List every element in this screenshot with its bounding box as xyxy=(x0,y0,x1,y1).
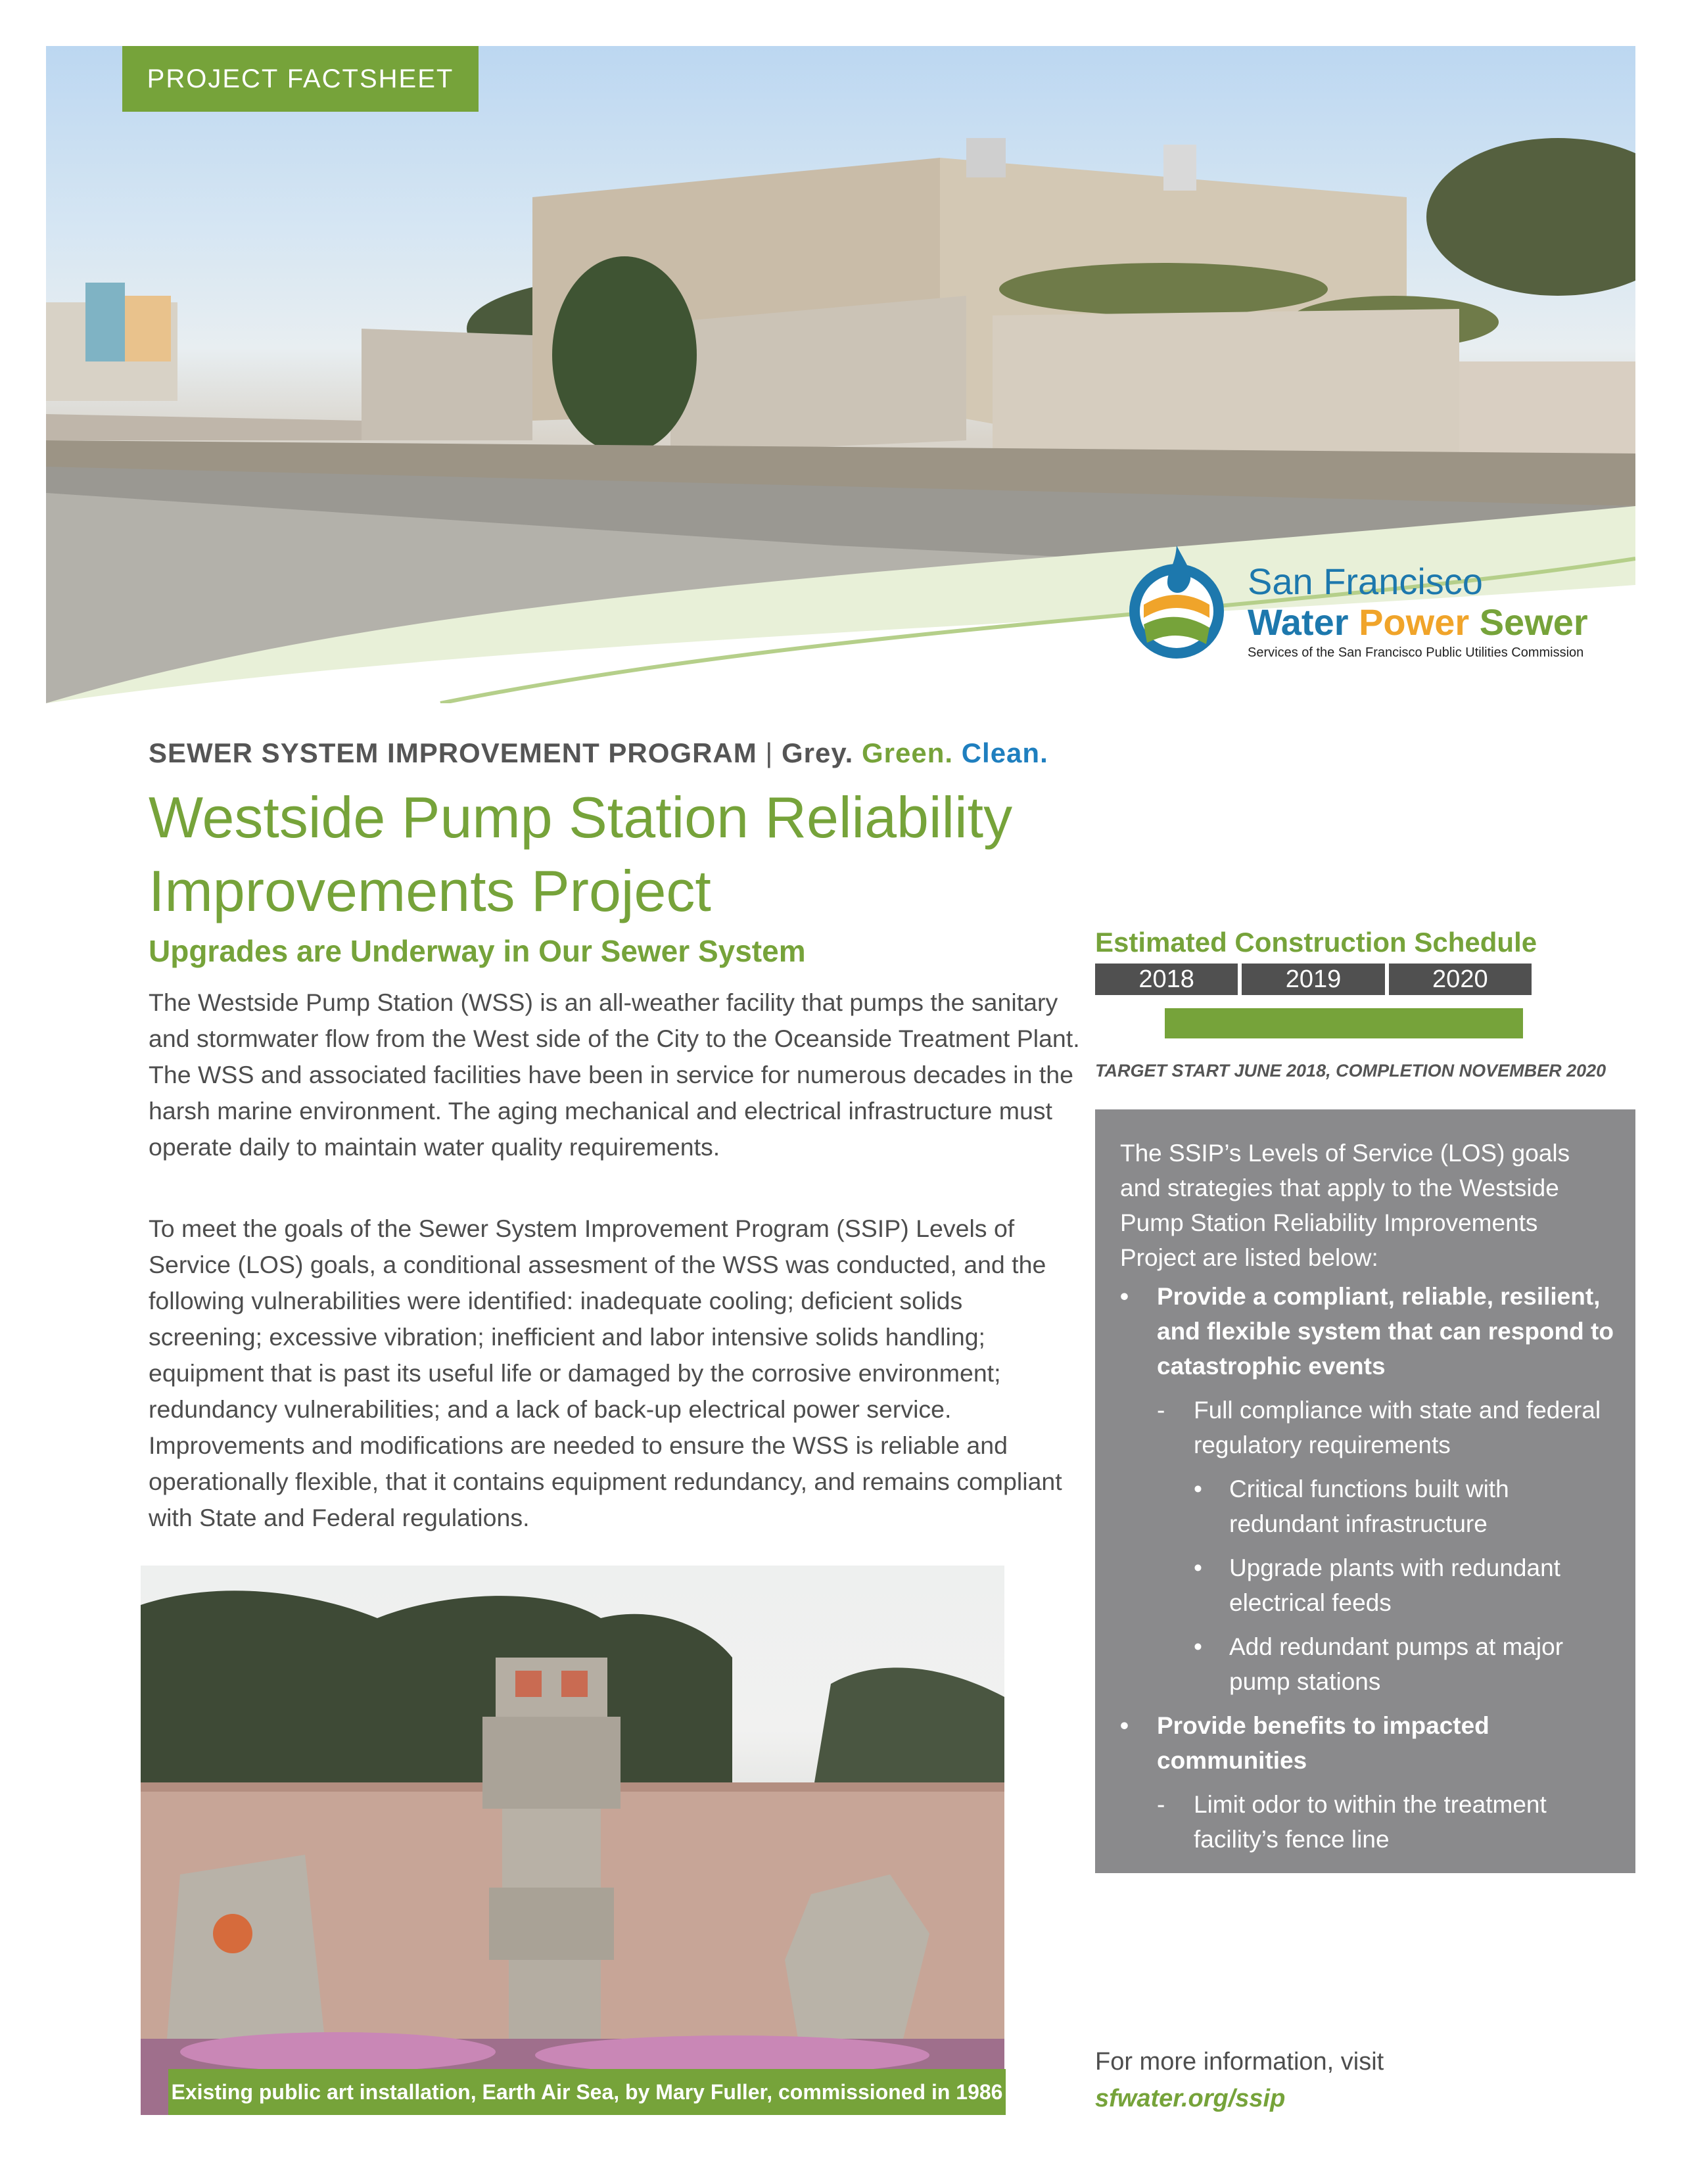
earth-air-sea-sculpture-photo xyxy=(141,1566,1004,2115)
sfpuc-logo xyxy=(1124,546,1624,664)
bullet-marker: • xyxy=(1194,1554,1202,1581)
logo-tagline: Services of the San Francisco Public Utilities Commission xyxy=(1248,645,1584,660)
logo-power: Power xyxy=(1359,601,1470,643)
bullet-marker: • xyxy=(1120,1712,1129,1739)
los-item-text: Add redundant pumps at major pump stations xyxy=(1229,1633,1564,1695)
schedule-years xyxy=(1095,964,1532,995)
schedule-year: 2020 xyxy=(1389,964,1532,995)
schedule-title: Estimated Construction Schedule xyxy=(1095,927,1537,958)
bullet-marker: • xyxy=(1120,1283,1129,1310)
program-grey: Grey. xyxy=(782,737,854,768)
schedule-track xyxy=(1095,1000,1532,1040)
schedule-note: TARGET START JUNE 2018, COMPLETION NOVEMBER 2020 xyxy=(1095,1061,1606,1080)
logo-line-water-power-sewer xyxy=(1248,601,1588,643)
program-green: Green. xyxy=(861,737,954,768)
los-item-level-3 xyxy=(1120,1629,1620,1699)
logo-water: Water xyxy=(1248,601,1349,643)
page-title: Westside Pump Station Reliability Improvements Project xyxy=(149,785,1013,923)
art-installation-photo xyxy=(141,1566,1004,2115)
dash-marker: - xyxy=(1157,1791,1165,1818)
bullet-marker: • xyxy=(1194,1475,1202,1502)
los-item-level-1 xyxy=(1120,1708,1620,1778)
los-item-level-3 xyxy=(1120,1550,1620,1620)
bullet-marker: • xyxy=(1194,1633,1202,1660)
los-list xyxy=(1120,1279,1620,1866)
project-factsheet-tab: PROJECT FACTSHEET xyxy=(122,46,479,112)
dash-marker: - xyxy=(1157,1397,1165,1424)
los-item-text: Limit odor to within the treatment facility’s fence line xyxy=(1194,1791,1547,1853)
logo-line-san-francisco: San Francisco xyxy=(1248,561,1483,602)
schedule-bar xyxy=(1165,1008,1522,1038)
program-heading xyxy=(149,737,1048,769)
los-item-text: Provide a compliant, reliable, resilient, and flexible system that can respond to catastrophic events xyxy=(1157,1283,1614,1380)
los-goals-box xyxy=(1095,1109,1635,1873)
los-item-text: Provide benefits to impacted communities xyxy=(1157,1712,1489,1774)
more-info-link[interactable]: sfwater.org/ssip xyxy=(1095,2085,1286,2112)
los-item-level-2 xyxy=(1120,1393,1620,1462)
body-paragraph-1: The Westside Pump Station (WSS) is an all-weather facility that pumps the sanitary and stormwater flow from the West side of the City to the Oceanside Treatment Plant. The WSS and associated facilities have been in service for numerous decades in the harsh marine environment. The aging mechanical and electrical infrastructure must operate daily to maintain water quality requirements. xyxy=(149,988,1080,1161)
los-item-text: Critical functions built with redundant infrastructure xyxy=(1229,1475,1509,1537)
los-item-text: Full compliance with state and federal regulatory requirements xyxy=(1194,1397,1601,1458)
section-subtitle: Upgrades are Underway in Our Sewer System xyxy=(149,934,806,968)
program-separator: | xyxy=(765,737,774,768)
los-item-level-1 xyxy=(1120,1279,1620,1383)
los-item-text: Upgrade plants with redundant electrical feeds xyxy=(1229,1554,1560,1616)
program-clean: Clean. xyxy=(961,737,1048,768)
art-caption: Existing public art installation, Earth Air Sea, by Mary Fuller, commissioned in 1986 xyxy=(168,2069,1006,2115)
more-info-text: For more information, visit xyxy=(1095,2048,1384,2076)
los-item-level-3 xyxy=(1120,1472,1620,1541)
water-drop-logo-icon xyxy=(1124,546,1229,664)
body-paragraph-2: To meet the goals of the Sewer System Improvement Program (SSIP) Levels of Service (LOS) goals, a conditional assesment of the WSS was conducted, and the following vulnerabilities were identified: inadequate cooling; deficient solids screening; excessive vibration; inefficient and labor intensive solids handling; equipment that is past its useful life or damaged by the corrosive environment; redundancy vulnerabilities; and a lack of back-up electrical power service. Improvements and modifications are needed to ensure the WSS is reliable and operationally flexible, that it contains equipment redundancy, and remains compliant with State and Federal regulations. xyxy=(149,1215,1062,1531)
schedule-year: 2018 xyxy=(1095,964,1238,995)
schedule-year: 2019 xyxy=(1242,964,1384,995)
program-name: SEWER SYSTEM IMPROVEMENT PROGRAM xyxy=(149,737,757,768)
logo-sewer: Sewer xyxy=(1479,601,1588,643)
los-intro: The SSIP’s Levels of Service (LOS) goals and strategies that apply to the Westside Pump Station Reliability Improvements Project are listed below: xyxy=(1120,1140,1570,1271)
los-item-level-2 xyxy=(1120,1787,1620,1857)
